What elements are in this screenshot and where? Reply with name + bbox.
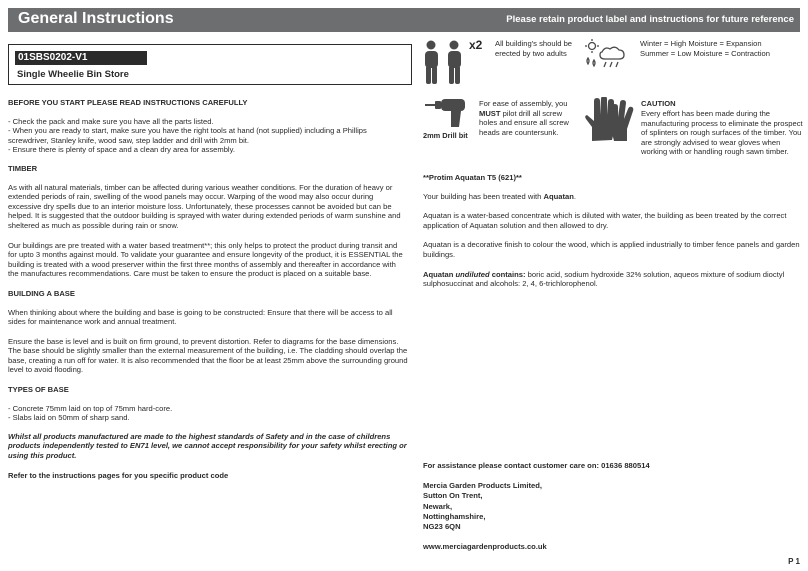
people-count: x2 xyxy=(469,38,483,52)
base-paragraph: When thinking about where the building and base is going to be constructed: Ensure that there will be access to all sides for maintenance work and annual treatment. xyxy=(8,307,393,327)
contains-paragraph: Aquatan undiluted contains: boric acid, sodium hydroxide 32% solution, aqueos mixture of sodium dioctyl sulphosuccinat and alcohols: 2, 4, 6-trichlorophenol. xyxy=(423,269,785,289)
left-column xyxy=(8,98,408,480)
people-text: All building's should be erected by two adults xyxy=(495,39,573,58)
gloves-icon xyxy=(584,97,634,148)
refer-note: Refer to the instructions pages for you specific product code xyxy=(8,470,229,480)
list-item: - Ensure there is plenty of space and a clean dry area for assembly. xyxy=(8,145,235,155)
base-paragraph: Ensure the base is level and is built on firm ground, to prevent distortion. Refer to diagrams for the base dimensions. The base should be slightly smaller than the external measurement of the building, i.e. The cladding should overlap the base, creating a run off for water. It is also recommended that the floor be at least 25mm above the surrounding ground level to avoid flooding. xyxy=(8,336,408,375)
weather-text xyxy=(640,39,805,58)
drill-label: 2mm Drill bit xyxy=(423,131,468,140)
address-line: Newark, xyxy=(423,501,453,511)
right-column xyxy=(423,173,805,298)
product-code: 01SBS0202-V1 xyxy=(15,51,147,65)
aquatan-paragraph: Aquatan is a decorative finish to colour the wood, which is applied industrially to timber fence panels and garden buildings. xyxy=(423,240,800,259)
product-name: Single Wheelie Bin Store xyxy=(17,69,129,80)
weather-line: Summer = Low Moisture = Contraction xyxy=(640,48,770,58)
address-line: Sutton On Trent, xyxy=(423,491,483,501)
address-line: NG23 6QN xyxy=(423,522,461,532)
weather-line: Winter = High Moisture = Expansion xyxy=(640,39,762,48)
product-box xyxy=(8,44,412,85)
timber-heading: TIMBER xyxy=(8,163,38,173)
list-item: - When you are ready to start, make sure you have the right tools at hand (not supplied) including a Phillips screwdriver, Stanley knife, wood saw, step ladder and drill with 2mm bit. xyxy=(8,126,367,145)
page-number: P 1 xyxy=(788,557,800,566)
list-item: - Check the pack and make sure you have all the parts listed. xyxy=(8,116,214,126)
header-bar xyxy=(8,8,800,32)
address-line: Nottinghamshire, xyxy=(423,511,486,521)
aquatan-paragraph: Aquatan is a water-based concentrate which is diluted with water, the building as been treated by the correct application of Aquatan solution and then allowed to dry. xyxy=(423,211,787,230)
care-line: For assistance please contact customer care on: 01636 880514 xyxy=(423,461,650,470)
drill-text: For ease of assembly, you MUST pilot drill all screw holes and ensure all screw heads are countersunk. xyxy=(479,99,569,137)
before-heading: BEFORE YOU START PLEASE READ INSTRUCTIONS CAREFULLY xyxy=(8,98,248,107)
weather-icon xyxy=(584,38,632,75)
base-heading: BUILDING A BASE xyxy=(8,288,75,298)
website-link[interactable]: www.merciagardenproducts.co.uk xyxy=(423,542,547,552)
drill-icon xyxy=(425,98,469,135)
protim-heading: **Protim Aquatan T5 (621)** xyxy=(423,173,522,182)
types-heading: TYPES OF BASE xyxy=(8,385,69,395)
header-note: Please retain product label and instructions for future reference xyxy=(506,14,794,25)
page-title: General Instructions xyxy=(18,10,174,27)
safety-note: Whilst all products manufactured are made to the highest standards of Safety and in the case of childrens products independently tested to EN71 level, we cannot accept responsibility for your safety whilst erecting or using this product. xyxy=(8,431,407,461)
types-list xyxy=(8,404,408,423)
contact-block xyxy=(423,461,783,552)
two-people-icon xyxy=(421,40,467,91)
before-list xyxy=(8,117,408,155)
list-item: - Slabs laid on 50mm of sharp sand. xyxy=(8,413,130,423)
address-line: Mercia Garden Products Limited, xyxy=(423,481,542,491)
caution-heading: CAUTION xyxy=(641,99,676,108)
list-item: - Concrete 75mm laid on top of 75mm hard-core. xyxy=(8,403,173,413)
caution-text: Every effort has been made during the manufacturing process to eliminate the prospect of splinters on rough surfaces of the timber. You are strongly advised to wear gloves when working with or handling rough sawn timber. xyxy=(641,109,803,157)
timber-paragraph: As with all natural materials, timber can be affected during various weather conditions. For the duration of heavy or extended periods of rain, swelling of the wood panels may occur. Warping of the wood may also occur during excessive dry spells due to an interior moisture loss. Unfortunately, these processes cannot be avoided but can be helped. It is suggested that the outdoor building is sprayed with water during extended periods of warm sunshine and sheltered as much as possible during rain or snow. xyxy=(8,182,401,230)
timber-paragraph: Our buildings are pre treated with a water based treatment**; this only helps to protect the product during transit and for upto 3 months against mould. To validate your guarantee and ensure longevity of the product, it is ESSENTIAL the building is treated with a wood preserver within the first three months of assembly and thereafter in accordance with the manufactures recommendations. Care must be taken to ensure the product is placed on a suitable base. xyxy=(8,240,403,279)
treated-line: Your building has been treated with Aquatan. xyxy=(423,191,576,201)
